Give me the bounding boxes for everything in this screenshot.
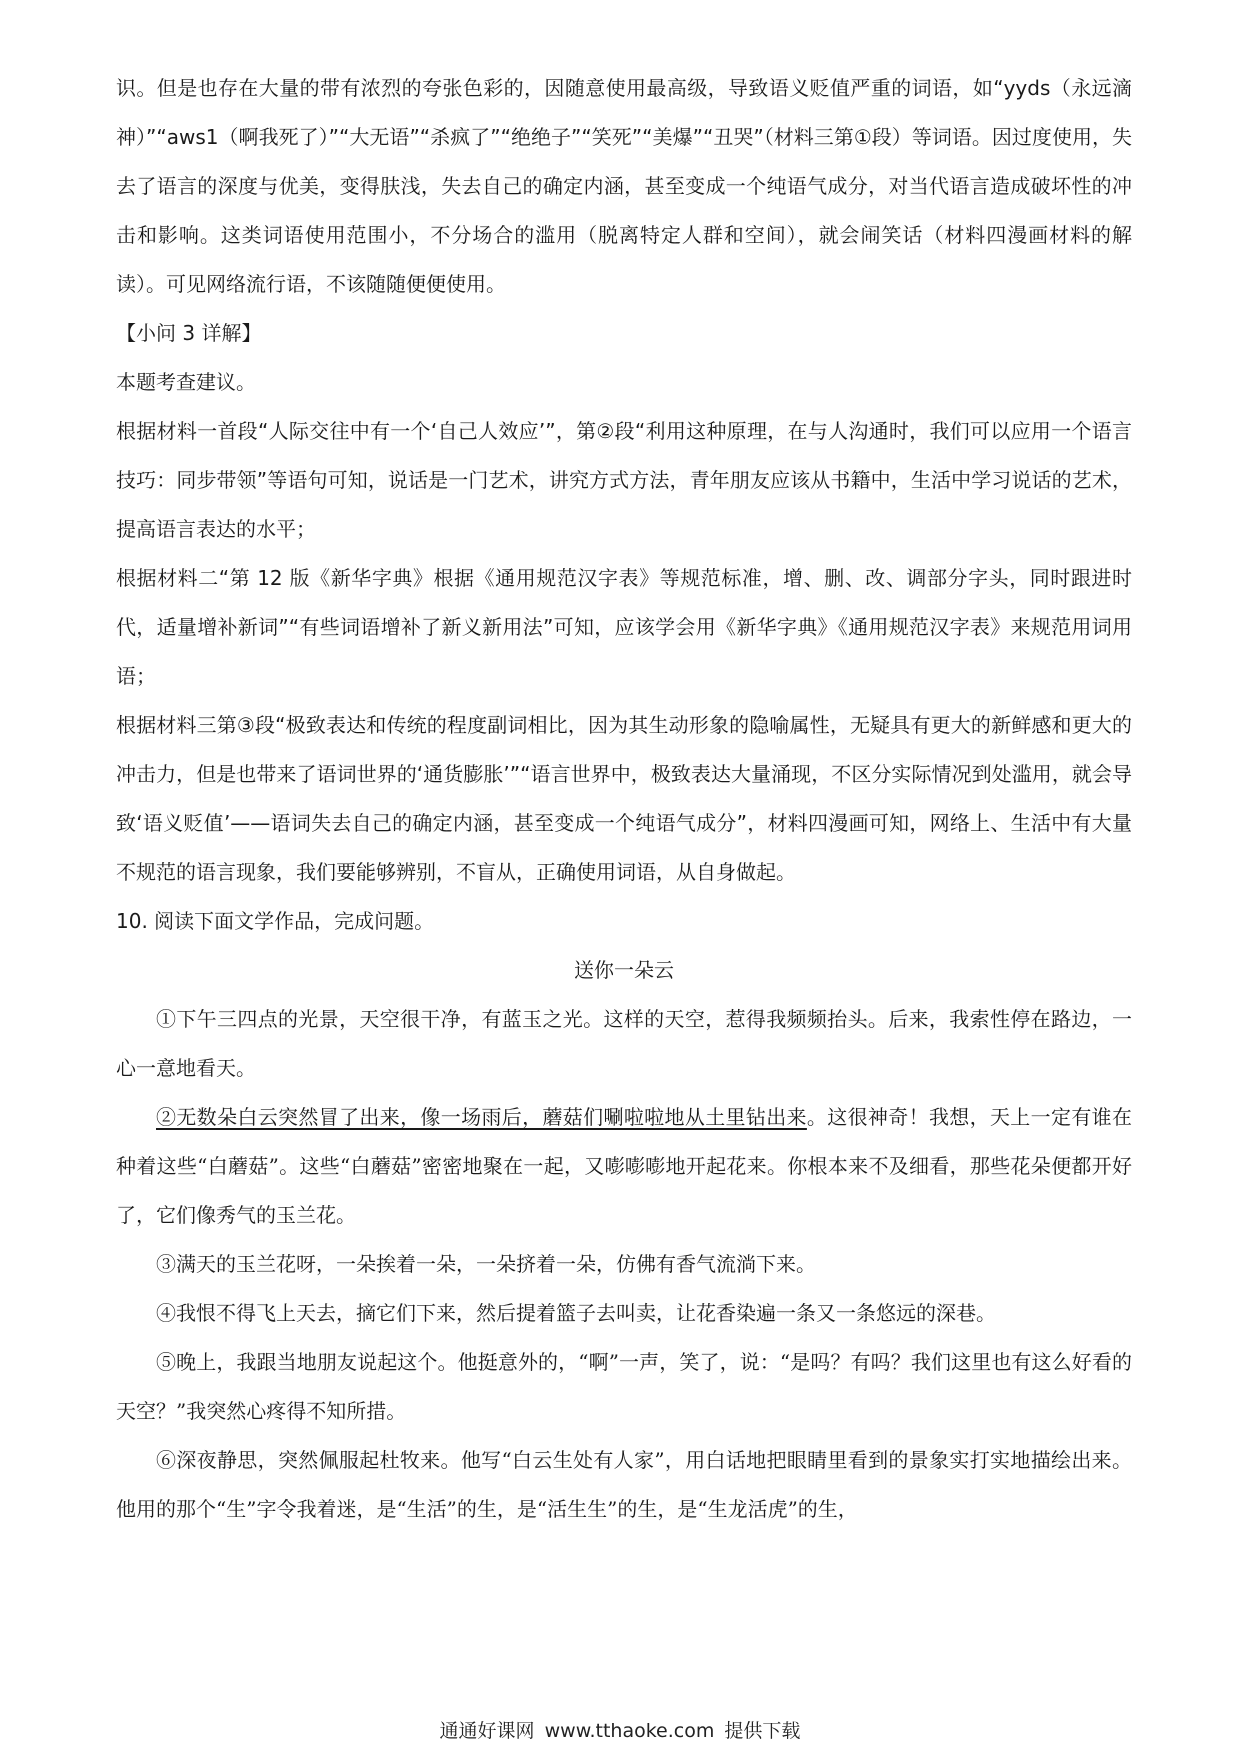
answer-analysis (116, 64, 1132, 1534)
story-title: 送你一朵云 (574, 958, 674, 982)
question-10-prompt: 10. 阅读下面文学作品，完成问题。 (116, 909, 435, 933)
story-paragraph: ⑥深夜静思，突然佩服起杜牧来。他写“白云生处有人家”，用白话地把眼睛里看到的景象实打实地描绘出来。他用的那个“生”字令我着迷，是“生活”的生，是“活生生”的生，是“生龙活虎”的生， (116, 1448, 1132, 1521)
analysis-paragraph: 根据材料一首段“人际交往中有一个‘自己人效应’”，第②段“利用这种原理，在与人沟通时，我们可以应用一个语言技巧：同步带领”等语句可知，说话是一门艺术，讲究方式方法，青年朋友应该从书籍中，生活中学习说话的艺术，提高语言表达的水平； (116, 419, 1132, 541)
story-paragraph-rest: 。这很神奇！我想，天上一定有谁在种着这些“白蘑菇”。这些“白蘑菇”密密地聚在一起，又嘭嘭嘭地开起花来。你根本来不及细看，那些花朵便都开好了，它们像秀气的玉兰花。 (116, 1105, 1133, 1227)
footer-suffix: 提供下载 (724, 1720, 801, 1742)
underlined-sentence: ②无数朵白云突然冒了出来，像一场雨后，蘑菇们唰啦啦地从土里钻出来 (156, 1105, 807, 1129)
page-footer (0, 1716, 1240, 1743)
story-paragraph: ①下午三四点的光景，天空很干净，有蓝玉之光。这样的天空，惹得我频频抬头。后来，我索性停在路边，一心一意地看天。 (116, 1007, 1132, 1080)
analysis-paragraph: 根据材料二“第 12 版《新华字典》根据《通用规范汉字表》等规范标准，增、删、改、调部分字头，同时跟进时代，适量增补新词”“有些词语增补了新义新用法”可知，应该学会用《新华字典》《通用规范汉字表》来规范用词用语； (116, 566, 1132, 688)
analysis-paragraph: 识。但是也存在大量的带有浓烈的夸张色彩的，因随意使用最高级，导致语义贬值严重的词语，如“yyds（永远滴神）”“aws1（啊我死了）”“大无语”“杀疯了”“绝绝子”“笑死”“美爆”“丑哭”（材料三第①段）等词语。因过度使用，失去了语言的深度与优美，变得肤浅，失去自己的确定内涵，甚至变成一个纯语气成分，对当代语言造成破坏性的冲击和影响。这类词语使用范围小，不分场合的滥用（脱离特定人群和空间），就会闹笑话（材料四漫画材料的解读）。可见网络流行语，不该随随便便使用。 (116, 76, 1132, 296)
footer-site-name: 通通好课网 (439, 1720, 535, 1742)
analysis-paragraph: 根据材料三第③段“极致表达和传统的程度副词相比，因为其生动形象的隐喻属性，无疑具有更大的新鲜感和更大的冲击力，但是也带来了语词世界的‘通货膨胀’”“语言世界中，极致表达大量涌现，不区分实际情况到处滥用，就会导致‘语义贬值’——语词失去自己的确定内涵，甚至变成一个纯语气成分”，材料四漫画可知，网络上、生活中有大量不规范的语言现象，我们要能够辨别，不盲从，正确使用词语，从自身做起。 (116, 713, 1132, 884)
story-paragraph: ④我恨不得飞上天去，摘它们下来，然后提着篮子去叫卖，让花香染遍一条又一条悠远的深巷。 (156, 1301, 996, 1325)
story-paragraph: ③满天的玉兰花呀，一朵挨着一朵，一朵挤着一朵，仿佛有香气流淌下来。 (156, 1252, 816, 1276)
footer-url-link[interactable]: www.tthaoke.com (544, 1720, 715, 1742)
sub-question-intro: 本题考查建议。 (116, 370, 256, 394)
sub-question-heading: 【小问 3 详解】 (116, 321, 262, 345)
story-paragraph (116, 1093, 1132, 1240)
story-paragraph: ⑤晚上，我跟当地朋友说起这个。他挺意外的，“啊”一声，笑了，说：“是吗？有吗？我们这里也有这么好看的天空？”我突然心疼得不知所措。 (116, 1350, 1132, 1423)
